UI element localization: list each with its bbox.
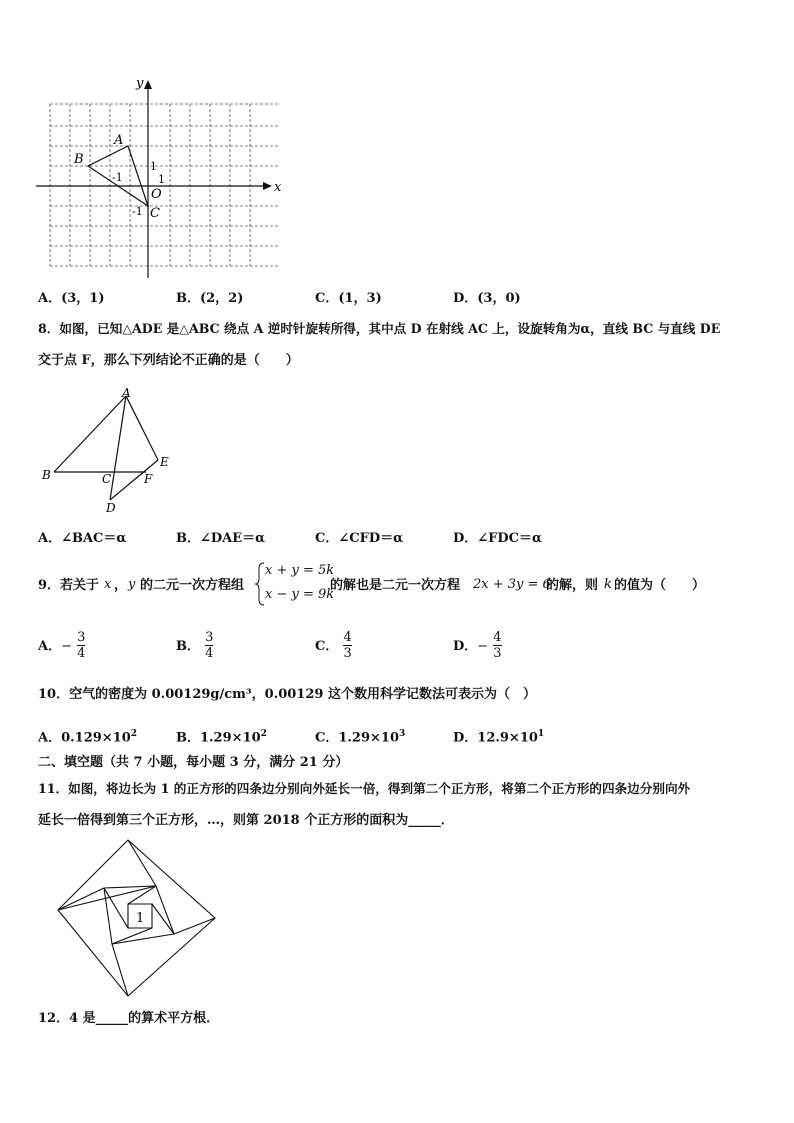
q10-option-d[interactable] bbox=[453, 726, 544, 746]
q7-option-b[interactable]: B．(2，2) bbox=[176, 291, 244, 306]
q10-option-a[interactable] bbox=[38, 726, 137, 746]
q9-option-c-denominator: 3 bbox=[343, 646, 352, 661]
q10-option-d-exponent: 1 bbox=[537, 729, 545, 739]
q9-option-c-numerator: 4 bbox=[343, 630, 352, 645]
q9-option-a-sign: − bbox=[61, 639, 72, 654]
point-label-a: A bbox=[114, 133, 124, 148]
q10-option-b[interactable] bbox=[176, 726, 267, 746]
y-axis-label: y bbox=[136, 76, 144, 91]
q7-option-d[interactable]: D．(3，0) bbox=[453, 291, 521, 306]
q10-option-c-base: C．1.29×10 bbox=[315, 730, 399, 746]
q9-sep: ， bbox=[114, 578, 128, 593]
q10-option-d-base: D．12.9×10 bbox=[453, 730, 538, 746]
q10-option-b-base: B．1.29×10 bbox=[176, 730, 261, 746]
q9-equation-3: 2x + 3y = 6 bbox=[473, 577, 551, 592]
point-label-c: C bbox=[150, 206, 160, 221]
q9-var-k: k bbox=[604, 577, 612, 592]
q8-triangle-figure bbox=[36, 386, 176, 516]
q9-option-c-label: C． bbox=[315, 639, 339, 654]
q8-option-d[interactable]: D．∠FDC＝α bbox=[453, 531, 543, 546]
q9-option-a-fraction bbox=[77, 630, 85, 661]
y-axis-arrow-icon bbox=[144, 80, 152, 89]
q8-question-line2: 交于点 F，那么下列结论不正确的是（ ） bbox=[38, 353, 299, 368]
q8-option-a[interactable]: A．∠BAC＝α bbox=[38, 531, 127, 546]
q10-question: 10．空气的密度为 0.00129g/cm³，0.00129 这个数用科学记数法可表示为（ ） bbox=[38, 687, 536, 702]
q9-equation-1: x + y = 5k bbox=[265, 563, 335, 578]
q9-option-a[interactable] bbox=[38, 630, 85, 661]
q9-option-d[interactable] bbox=[453, 630, 502, 661]
x-tick-neg1: -1 bbox=[112, 171, 123, 184]
x-axis-label: x bbox=[274, 180, 282, 195]
point-label-b: B bbox=[74, 152, 84, 167]
grid-lines bbox=[50, 104, 280, 266]
q8-option-b[interactable]: B．∠DAE＝α bbox=[176, 531, 266, 546]
q9-option-a-label: A． bbox=[38, 639, 62, 654]
q9-option-d-label: D． bbox=[453, 639, 478, 654]
x-tick-1: 1 bbox=[158, 173, 165, 186]
q11-center-label: 1 bbox=[136, 911, 145, 926]
y-tick-neg1: -1 bbox=[132, 205, 143, 218]
q9-prefix: 9．若关于 bbox=[38, 578, 100, 593]
q9-mid2: 的解也是二元一次方程 bbox=[330, 578, 461, 593]
q10-option-a-base: A．0.129×10 bbox=[38, 730, 131, 746]
q9-system-brace-icon bbox=[255, 562, 265, 606]
q11-nested-squares-figure bbox=[56, 838, 218, 998]
q11-question-line2: 延长一倍得到第三个正方形，…，则第 2018 个正方形的面积为_____． bbox=[38, 813, 454, 828]
q9-mid3: 的解，则 bbox=[546, 578, 599, 593]
q9-option-b-numerator: 3 bbox=[205, 630, 214, 645]
q9-mid: 的二元一次方程组 bbox=[140, 578, 245, 593]
q9-option-d-numerator: 4 bbox=[493, 630, 502, 645]
q12-question: 12．4 是_____的算术平方根． bbox=[38, 1011, 220, 1026]
q11-question-line1: 11．如图，将边长为 1 的正方形的四条边分别向外延长一倍，得到第二个正方形，将第二个正方形的四条边分别向外 bbox=[38, 781, 691, 796]
q9-option-c-fraction bbox=[343, 630, 351, 661]
q9-option-d-sign: − bbox=[477, 639, 489, 654]
q9-var-y: y bbox=[128, 577, 136, 592]
q9-equation-2: x − y = 9k bbox=[265, 587, 335, 602]
q9-option-b[interactable] bbox=[176, 630, 213, 661]
q8-label-a: A bbox=[122, 386, 131, 400]
q8-label-e: E bbox=[160, 455, 169, 469]
q9-option-d-fraction bbox=[493, 630, 501, 661]
q8-option-c[interactable]: C．∠CFD＝α bbox=[315, 531, 404, 546]
q8-label-d: D bbox=[106, 501, 116, 515]
q7-option-c[interactable]: C．(1，3) bbox=[315, 291, 382, 306]
q9-suffix: 的值为（ ） bbox=[614, 578, 706, 593]
q10-option-c-exponent: 3 bbox=[399, 729, 406, 739]
q8-question-line1: 8．如图，已知△ADE 是△ABC 绕点 A 逆时针旋转所得，其中点 D 在射线 AC 上，设旋转角为α，直线 BC 与直线 DE bbox=[38, 321, 721, 336]
q9-option-b-label: B． bbox=[176, 639, 200, 654]
q10-option-a-exponent: 2 bbox=[130, 729, 138, 739]
q9-option-b-denominator: 4 bbox=[205, 646, 214, 661]
origin-label: O bbox=[151, 187, 162, 202]
q10-option-b-exponent: 2 bbox=[260, 729, 267, 739]
q9-var-x: x bbox=[104, 577, 112, 592]
q9-option-a-numerator: 3 bbox=[77, 630, 86, 645]
q8-label-b: B bbox=[42, 468, 51, 482]
y-tick-1: 1 bbox=[150, 160, 157, 173]
q9-option-b-fraction bbox=[205, 630, 213, 661]
q9-option-a-denominator: 4 bbox=[77, 646, 86, 661]
section-heading-fill-in: 二、填空题（共 7 小题，每小题 3 分，满分 21 分） bbox=[38, 755, 349, 770]
x-axis-arrow-icon bbox=[263, 182, 272, 190]
q8-label-c: C bbox=[102, 472, 112, 486]
coordinate-grid-figure bbox=[36, 74, 286, 284]
q9-option-d-denominator: 3 bbox=[493, 646, 502, 661]
q10-option-c[interactable] bbox=[315, 726, 405, 746]
q7-option-a[interactable]: A．(3，1) bbox=[38, 291, 105, 306]
q9-option-c[interactable] bbox=[315, 630, 352, 661]
q8-label-f: F bbox=[144, 472, 153, 486]
